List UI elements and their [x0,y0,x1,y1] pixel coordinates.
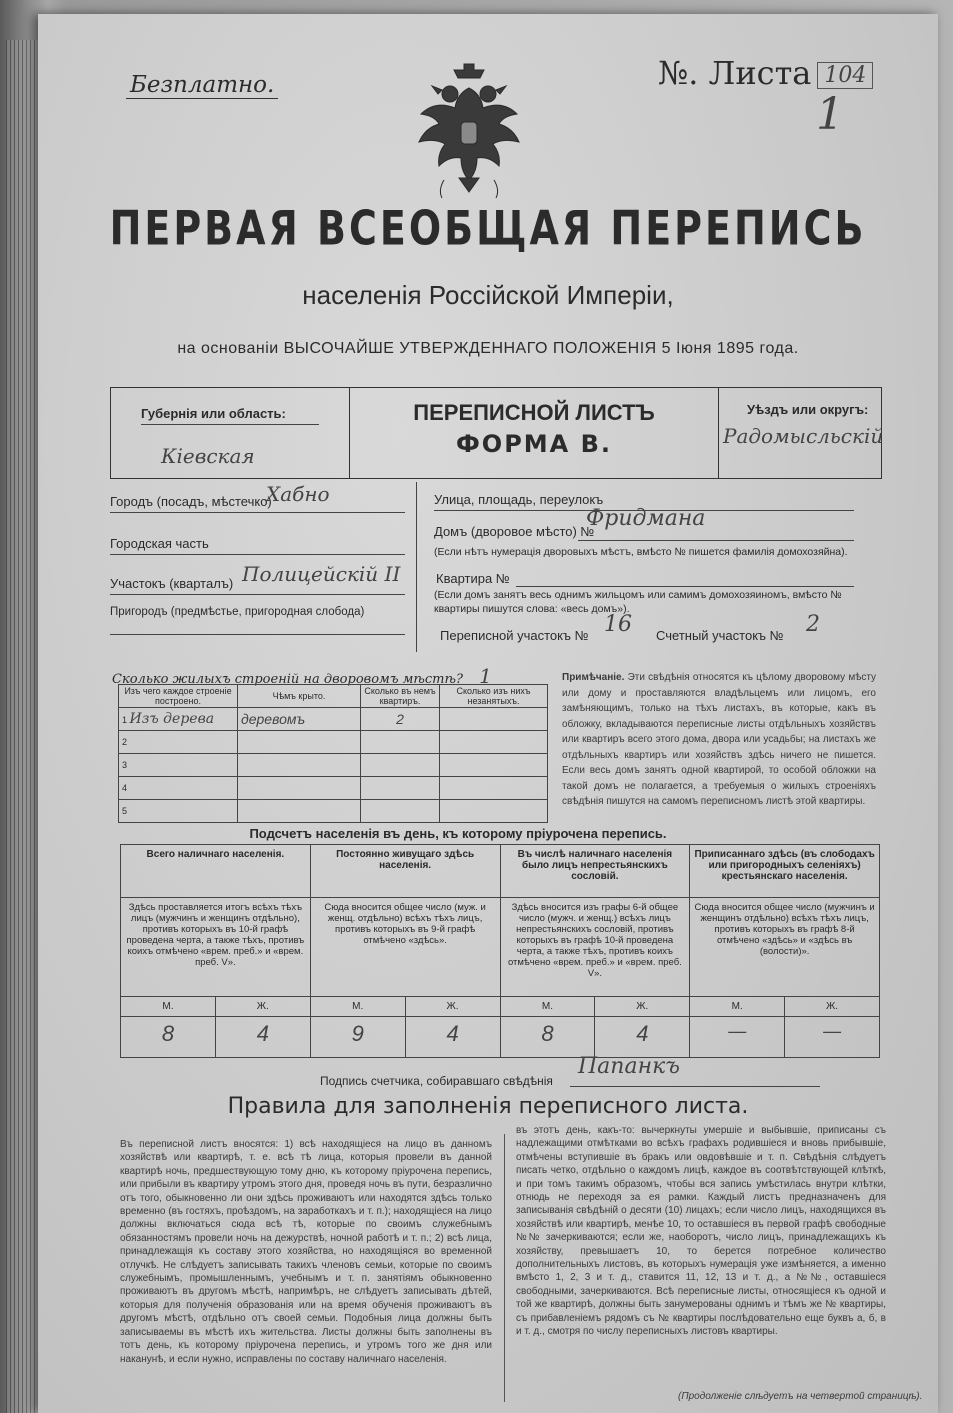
district-label: Городская часть [110,536,209,551]
census-section-label: Переписной участокъ № [440,628,589,643]
section-label: Участокъ (кварталъ) [110,576,234,591]
rules-left-column: Въ переписной листъ вносятся: 1) всѣ находящіеся на лицо въ данномъ хозяйствѣ или квартирѣ, т. е. всѣ тѣ лица, которыя провели въ данной квартирѣ ночь, предшествующую тому дню, къ которому пріурочена перепись, или прибыли въ квартиру утромъ этого дня, проведя ночь въ пути, безразлично отъ того, обыкновенно ли они здѣсь проживаютъ или находятся здѣсь только временно (въ гостяхъ, проѣздомъ, на заработкахъ и т. п.); находящіеся на лицо должны включаться сюда всѣ тѣ, которые по своимъ служебнымъ обязанностямъ провели ночь на дежурствѣ, ночной работѣ и т. п.; 2) всѣ лица, принадлежащія къ составу этого хозяйства, но находящіяся во временной отлучкѣ. Не слѣдуетъ записывать такихъ членовъ семьи, которые по своимъ служебнымъ, промышленнымъ, учебнымъ и т. п. занятіямъ обыкновенно проживаютъ въ другомъ мѣстѣ, напримѣръ, не слѣдуетъ записывать дѣтей, которыя для полученія образованія или на время обученія проживаютъ въ другомъ мѣстѣ, отдѣльно отъ своей семьи. Подобныя лица должны быть записываемы въ мѣстѣ ихъ жительства. Листы должны быть заполнены въ тотъ день, къ которому пріурочена перепись, и утромъ того же дня или наканунѣ, и если нужно, исправлены по составу наличнаго населенія. [120,1139,492,1365]
census-subtitle: населенія Россійской Имперіи, [302,280,674,310]
col-roof: Чѣмъ крыто. [238,685,361,708]
note-block [562,670,876,810]
house-note: (Если нѣтъ нумерація дворовыхъ мѣстъ, вмѣсто № пишется фамилія домохозяйна). [434,546,848,558]
pop-col-present: Всего наличнаго населенія. [121,845,311,898]
census-form-page [38,14,938,1413]
signature-value: Папанкъ [578,1054,680,1079]
census-title: ПЕРВАЯ ВСЕОБЩАЯ ПЕРЕПИСЬ [109,200,867,256]
col-empty: Сколько изъ нихъ незанятыхъ. [440,685,548,708]
suburb-label: Пригородъ (предмѣстье, пригородная слобода) [110,606,365,618]
apartment-label: Квартира № [436,571,510,586]
uezd-label: Уѣздъ или округъ: [747,402,869,417]
population-values-row: 8 4 9 4 8 4 — — [121,1017,880,1058]
city-label: Городъ (посадъ, мѣстечко) [110,494,272,509]
free-of-charge-label: Безплатно. [126,72,278,99]
buildings-table-header [119,685,548,708]
signature-label: Подпись счетчика, собиравшаго свѣдѣнія [320,1074,553,1088]
city-value: Хабно [266,482,330,506]
rules-divider [504,1134,506,1402]
table-row: 5 [119,800,548,823]
table-row: 3 [119,754,548,777]
buildings-table [118,684,548,823]
census-section-value: 16 [604,612,632,637]
population-title: Подсчетъ населенія въ день, къ которому пріурочена перепись. [249,826,667,841]
rules-continued: (Продолженіе слѣдуетъ на четвертой страницѣ). [678,1391,923,1402]
uezd-value: Радомысльскій [723,424,884,448]
note-text: Эти свѣдѣнія относятся къ цѣлому дворовому мѣсту или дому и проставляются владѣльцемъ или лицомъ, его замѣняющимъ, только на тѣхъ листахъ, въ которые, какъ въ обложку, вкладываются переписные листы отдѣльныхъ хозяйствъ или квартиръ всего этого дома, двора или усадьбы; на листахъ же отдѣльныхъ квартиръ или хозяйствъ здѣсь ничего не пишется. Если весь домъ занятъ одной квартирой, то особой обложки на такой домъ не полагается, а требуемыя о жилыхъ строеніяхъ свѣдѣнія пишутся на самомъ переписномъ листѣ этой квартиры. [562,672,877,807]
col-apartments: Сколько въ немъ квартиръ. [361,685,440,708]
table-row: 2 [119,731,548,754]
population-table [120,844,880,1058]
count-section-label: Счетный участокъ № [656,628,784,643]
rules-right-column: въ этотъ день, какъ-то: вычеркнуты умершіе и выбывшіе, приписаны съ надлежащими отмѣтками во всѣхъ графахъ родившіеся и вновь прибывшіе, отмѣчены вступившіе въ бракъ или овдовѣвшіе и т. п. Свѣдѣнія слѣдуетъ писать четко, отдѣльно о каждомъ лицѣ, каждое въ соотвѣтствующей клѣткѣ, и при томъ такимъ образомъ, чтобы вся запись умѣстилась внутри клѣтки, отнюдь не переходя за ея рамки. Каждый листъ предназначенъ для записыванія свѣдѣній о десяти (10) лицахъ; если число лицъ, находящихся въ хозяйствѣ или квартирѣ, менѣе 10, то оставшіеся въ первой графѣ свободные №№ зачеркиваются; если же, наоборотъ, число лицъ, принадлежащихъ къ хозяйству, превышаетъ 10, то берется потребное количество дополнительныхъ листовъ, въ которыхъ нумерація уже измѣняется, а именно вмѣсто 1, 2, 3 и т. д., ставится 11, 12, 13 и т. д., а №№, оставшіеся свободными, зачеркиваются. Всѣ переписные листы, относящіеся къ одной и той же квартирѣ, должны быть занумерованы однимъ и тѣмъ же № квартиры, съ прибавленіемъ рядомъ съ № квартиры послѣдовательно еще буквъ а, б, в и т. д., смотря по числу переписныхъ листовъ квартиры. [516,1125,886,1338]
double-headed-eagle-icon [414,60,524,210]
pop-col-nonpeasant: Въ числѣ наличнаго населенія было лицъ непрестьянскихъ сословій. [500,845,690,898]
count-section-value: 2 [806,612,820,637]
pop-col-permanent: Постоянно живущаго здѣсь населенія. [310,845,500,898]
table-row: 4 [119,777,548,800]
note-label: Примѣчаніе. [562,672,625,683]
house-label: Домъ (дворовое мѣсто) № [434,524,595,539]
street-label: Улица, площадь, переулокъ [434,492,604,507]
gubernia-label: Губернія или область: [141,406,286,421]
gubernia-value: Кіевская [161,444,255,468]
form-name: ФОРМА В. [455,430,612,458]
address-divider [416,482,418,652]
sheet-number [658,54,873,92]
population-head-row [121,845,880,898]
population-sex-row: М. Ж. М. Ж. М. Ж. М. Ж. [121,997,880,1017]
sheet-number-label: №. Листа [658,54,812,92]
house-value: Фридмана [586,506,706,531]
sheet-title-block [349,388,719,478]
sheet-number-value: 104 [817,62,873,89]
form-header-box [110,387,882,479]
section-value: Полицейскій II [242,562,401,586]
apartment-note: (Если домъ занятъ весь однимъ жильцомъ или самимъ домохозяиномъ, вмѣсто № квартиры пишутся слова: «весь домъ»). [434,589,842,615]
sheet-title: ПЕРЕПИСНОЙ ЛИСТЪ [413,400,655,425]
buildings-answer: 1 [479,664,492,688]
buildings-question-text: Сколько жилыхъ строеній на дворовомъ мѣстѣ? [112,672,463,687]
pop-col-peasant: Приписаннаго здѣсь (въ слободахъ или пригородныхъ селеніяхъ) крестьянскаго населенія. [690,845,880,898]
col-material: Изъ чего каждое строеніе построено. [119,685,238,708]
legal-basis: на основаніи ВЫСОЧАЙШЕ УТВЕРЖДЕННАГО ПОЛОЖЕНІЯ 5 Іюня 1895 года. [177,340,799,357]
table-row: 1 Изъ дерева деревомъ 2 [119,708,548,731]
corner-handwritten-mark: 1 [816,89,844,140]
rules-title: Правила для заполненія переписного листа. [227,1094,749,1119]
population-desc-row: Здѣсь проставляется итогъ всѣхъ тѣхъ лицъ (мужчинъ и женщинъ отдѣльно), противъ которыхъ въ 10-й графѣ проведена черта, а также тѣхъ, противъ коихъ отмѣчено «врем. преб.» и «врем. преб. V». Сюда вносится общее число (муж. и женщ. отдѣльно) всѣхъ тѣхъ лицъ, противъ которыхъ въ 9-й графѣ отмѣчено «здѣсь». Здѣсь вносится изъ графы 6-й общее число (мужч. и женщ.) всѣхъ лицъ непрестьянскихъ сословій, противъ которыхъ въ графѣ 10-й проведена черта, а также тѣхъ, противъ коихъ отмѣчено «врем. преб.» и «врем. преб. V». Сюда вносится общее число (мужчинъ и женщинъ отдѣльно) всѣхъ тѣхъ лицъ, противъ которыхъ въ графѣ 8-й отмѣчено «здѣсь» и «здѣсь въ (волости)». [121,898,880,997]
